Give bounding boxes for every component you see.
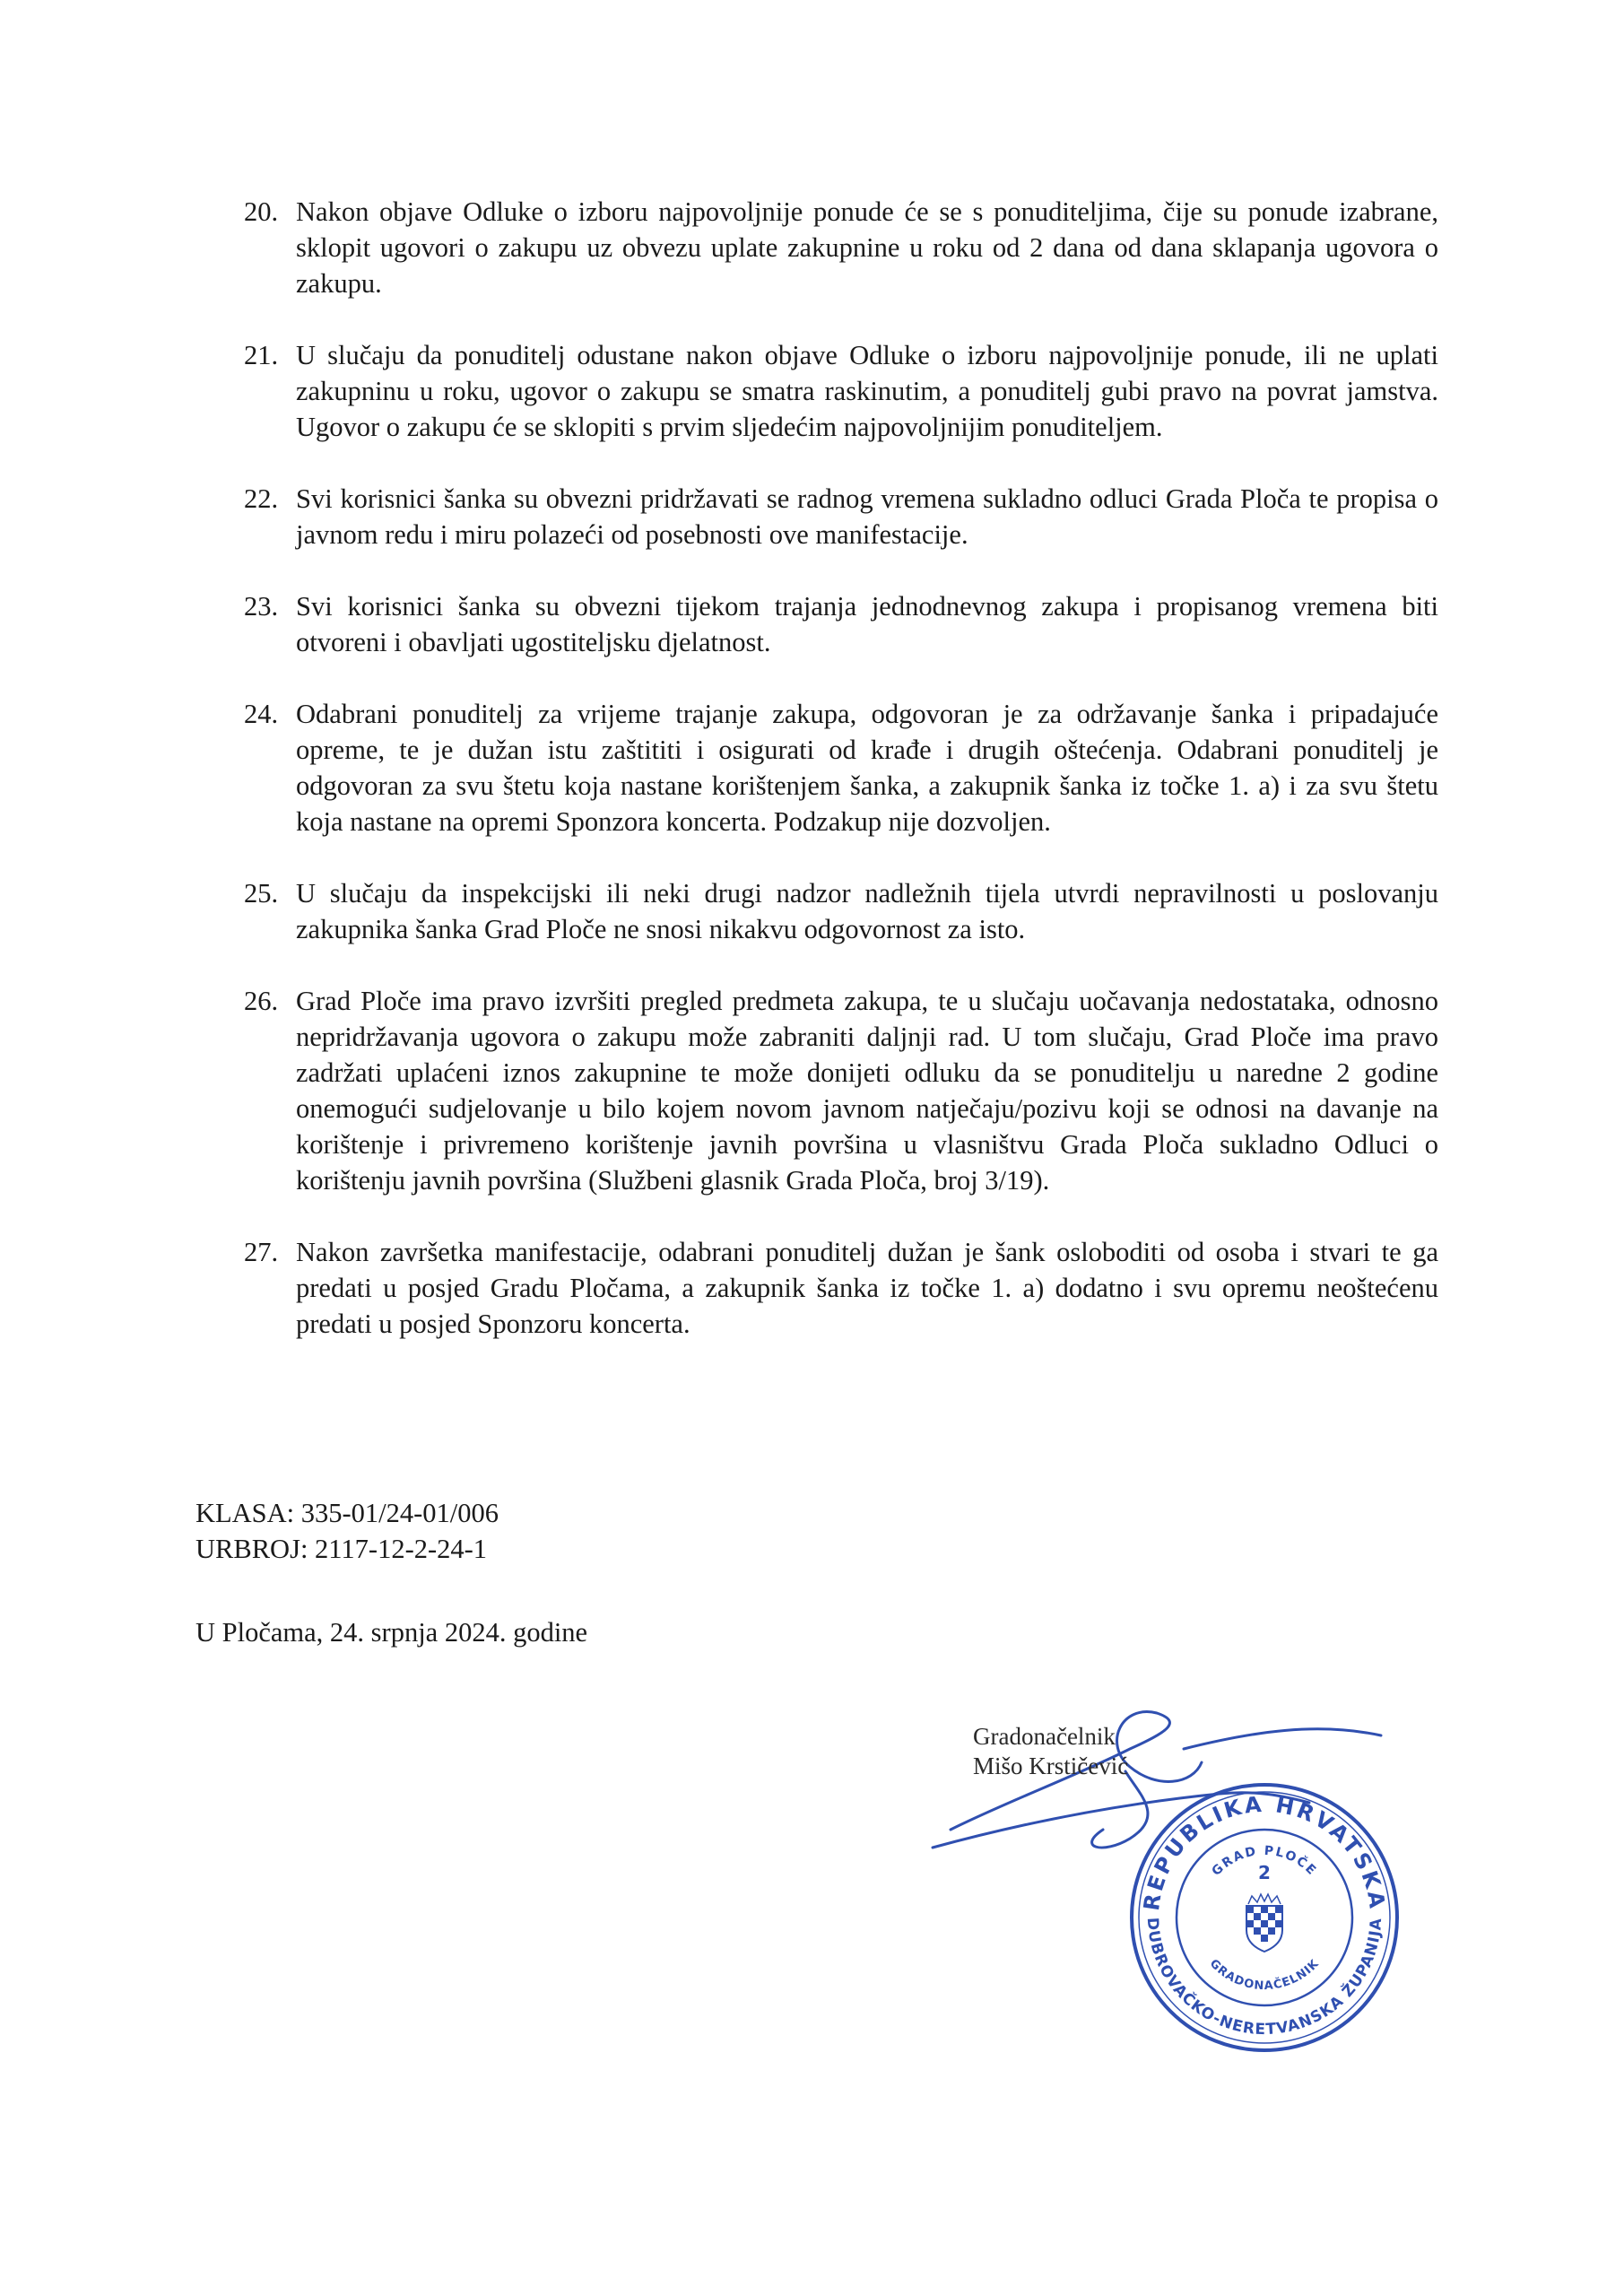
item-number: 26.	[244, 986, 279, 1016]
item-text: U slučaju da inspekcijski ili neki drugi nadzor nadležnih tijela utvrdi nepravilnosti u poslovanju zakupnika šanka Grad Ploče ne snosi nikakvu odgovornost za isto.	[296, 878, 1438, 944]
signature-block	[897, 1695, 1524, 2072]
list-item	[244, 337, 1438, 445]
item-text: Grad Ploče ima pravo izvršiti pregled predmeta zakupa, te u slučaju uočavanja nedostataka, odnosno nepridržavanja ugovora o zakupu može zabraniti daljnji rad. U tom slučaju, Grad Ploče ima pravo zadržati uplaćeni iznos zakupnine te može donijeti odluku da se ponuditelju u naredne 2 godine onemogući sudjelovanje u bilo kojem novom javnom natječaju/pozivu koji se odnosi na davanje na korištenje i privremeno korištenje javnih površina u vlasništvu Grada Ploča sukladno Odluci o korištenju javnih površina (Službeni glasnik Grada Ploča, broj 3/19).	[296, 986, 1438, 1196]
svg-text:DUBROVAČKO-NERETVANSKA ŽUPANIJ: DUBROVAČKO-NERETVANSKA ŽUPANIJA	[1142, 1917, 1386, 2039]
item-number: 21.	[244, 340, 279, 370]
item-number: 27.	[244, 1237, 279, 1267]
urbroj-line: URBROJ: 2117-12-2-24-1	[195, 1534, 488, 1564]
list-item	[244, 194, 1438, 301]
klasa-line: KLASA: 335-01/24-01/006	[195, 1498, 499, 1528]
place-date-line: U Pločama, 24. srpnja 2024. godine	[195, 1617, 588, 1648]
item-text: Nakon objave Odluke o izboru najpovoljnije ponude će se s ponuditeljima, čije su ponude izabrane, sklopit ugovori o zakupu uz obvezu uplate zakupnine u roku od 2 dana od dana sklapanja ugovora o zakupu.	[296, 196, 1438, 299]
list-item	[244, 588, 1438, 660]
svg-text:GRAD PLOČE: GRAD PLOČE	[1209, 1843, 1320, 1879]
item-number: 22.	[244, 483, 279, 514]
list-item	[244, 696, 1438, 839]
svg-text:2: 2	[1258, 1862, 1271, 1883]
item-text: Nakon završetka manifestacije, odabrani ponuditelj dužan je šank osloboditi od osoba i stvari te ga predati u posjed Gradu Pločama, a zakupnik šanka iz točke 1. a) dodatno i svu opremu neoštećenu predati u posjed Sponzoru koncerta.	[296, 1237, 1438, 1339]
list-item	[244, 481, 1438, 552]
provisions-list	[244, 194, 1438, 1378]
item-text: Odabrani ponuditelj za vrijeme trajanje zakupa, odgovoran je za održavanje šanka i pripadajuće opreme, te je dužan istu zaštititi i osigurati od krađe i drugih oštećenja. Odabrani ponuditelj je odgovoran za svu štetu koja nastane korištenjem šanka, a zakupnik šanka iz točke 1. a) i za svu štetu koja nastane na opremi Sponzora koncerta. Podzakup nije dozvoljen.	[296, 699, 1438, 837]
svg-text:GRADONAČELNIK: GRADONAČELNIK	[1206, 1957, 1323, 1994]
item-text: Svi korisnici šanka su obvezni pridržavati se radnog vremena sukladno odluci Grada Ploča te propisa o javnom redu i miru polazeći od posebnosti ove manifestacije.	[296, 483, 1438, 550]
signature-title: Gradonačelnik	[973, 1723, 1116, 1750]
item-text: U slučaju da ponuditelj odustane nakon objave Odluke o izboru najpovoljnije ponude, ili ne uplati zakupninu u roku, ugovor o zakupu se smatra raskinutim, a ponuditelj gubi pravo na povrat jamstva. Ugovor o zakupu će se sklopiti s prvim sljedećim najpovoljnijim ponuditeljem.	[296, 340, 1438, 442]
item-text: Svi korisnici šanka su obvezni tijekom trajanja jednodnevnog zakupa i propisanog vremena biti otvoreni i obavljati ugostiteljsku djelatnost.	[296, 591, 1438, 657]
item-number: 20.	[244, 196, 279, 227]
official-stamp	[1132, 1785, 1397, 2050]
item-number: 24.	[244, 699, 279, 729]
signature-name: Mišo Krstičević	[973, 1752, 1129, 1779]
svg-text:REPUBLIKA HRVATSKA: REPUBLIKA HRVATSKA	[1138, 1791, 1391, 1913]
item-number: 25.	[244, 878, 279, 909]
list-item	[244, 983, 1438, 1198]
list-item	[244, 1234, 1438, 1342]
item-number: 23.	[244, 591, 279, 622]
list-item	[244, 875, 1438, 947]
